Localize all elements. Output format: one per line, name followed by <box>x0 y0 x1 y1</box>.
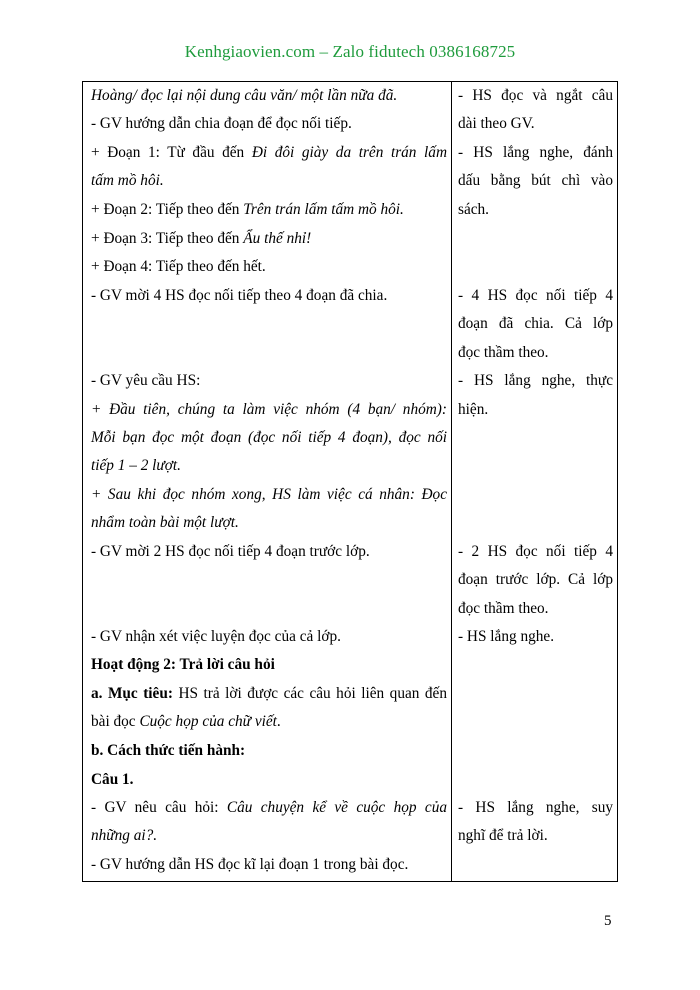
student-line-2: dài theo GV. <box>458 115 535 132</box>
teacher-line-7: + Đoạn 4: Tiếp theo đến hết. <box>91 258 266 275</box>
reading-period: . <box>276 713 281 730</box>
header-contact: Zalo fidutech 0386168725 <box>332 42 516 61</box>
student-line-14: - HS lắng nghe. <box>458 628 555 645</box>
reading-title: Cuộc họp của chữ viết <box>139 713 277 730</box>
teacher-line-8: - GV mời 4 HS đọc nối tiếp theo 4 đoạn đã chia. <box>91 287 388 304</box>
segment-1-range: Đi đôi giày da trên trán lấm <box>251 144 447 161</box>
segment-2-label: + Đoạn 2: Tiếp theo đến <box>91 201 244 218</box>
teacher-line-2: - GV hướng dẫn chia đoạn để đọc nối tiếp. <box>91 115 352 132</box>
student-line-8: đọc thầm theo. <box>458 344 549 361</box>
teacher-line-6 <box>91 229 447 249</box>
teacher-line-9: - GV yêu cầu HS: <box>91 372 201 389</box>
student-line-13: đọc thầm theo. <box>458 600 549 617</box>
teacher-line-18 <box>91 684 447 704</box>
header-separator: – <box>315 42 333 61</box>
teacher-line-12: tiếp 1 – 2 lượt. <box>91 457 182 474</box>
student-line-15: - HS lắng nghe, suy <box>458 799 613 816</box>
question-prefix: - GV nêu câu hỏi: <box>91 799 227 816</box>
teacher-line-24: - GV hướng dẫn HS đọc kĩ lại đoạn 1 trong bài đọc. <box>91 856 409 873</box>
segment-3-range: Ẩu thế nhỉ! <box>243 230 312 247</box>
teacher-line-3 <box>91 143 447 163</box>
student-line-12: đoạn trước lớp. Cả lớp <box>458 571 613 588</box>
procedure-heading: b. Cách thức tiến hành: <box>91 742 246 759</box>
question-1-heading: Câu 1. <box>91 771 134 788</box>
segment-2-range: Trên trán lấm tấm mồ hôi. <box>243 201 404 218</box>
student-line-16: nghĩ để trả lời. <box>458 827 548 844</box>
student-line-6: - 4 HS đọc nối tiếp 4 <box>458 287 613 304</box>
page-header <box>0 42 700 62</box>
student-line-5: sách. <box>458 201 490 218</box>
student-line-11: - 2 HS đọc nối tiếp 4 <box>458 543 613 560</box>
teacher-line-5 <box>91 200 447 220</box>
teacher-line-23: những ai?. <box>91 827 158 844</box>
reading-prefix: bài đọc <box>91 713 140 730</box>
teacher-line-19 <box>91 712 447 732</box>
column-divider <box>451 82 452 881</box>
lesson-table <box>82 81 618 882</box>
segment-3-label: + Đoạn 3: Tiếp theo đến <box>91 230 244 247</box>
teacher-line-4: tấm mồ hôi. <box>91 172 164 189</box>
student-line-9: - HS lắng nghe, thực <box>458 372 613 389</box>
header-site: Kenhgiaovien.com <box>184 42 316 61</box>
teacher-line-16: - GV nhận xét việc luyện đọc của cả lớp. <box>91 628 341 645</box>
objective-text: HS trả lời được các câu hỏi liên quan đến <box>178 685 448 702</box>
activity-2-heading: Hoạt động 2: Trả lời câu hỏi <box>91 656 275 673</box>
student-line-4: dấu bằng bút chì vào <box>458 172 613 189</box>
objective-label: a. Mục tiêu: <box>91 685 179 702</box>
segment-1-label: + Đoạn 1: Từ đầu đến <box>91 144 252 161</box>
student-line-7: đoạn đã chia. Cả lớp <box>458 315 613 332</box>
teacher-line-13: + Sau khi đọc nhóm xong, HS làm việc cá nhân: Đọc <box>91 486 447 503</box>
question-text: Câu chuyện kể về cuộc họp của <box>226 799 447 816</box>
page-number: 5 <box>604 913 612 929</box>
teacher-line-22 <box>91 798 447 818</box>
student-line-10: hiện. <box>458 401 489 418</box>
student-line-1: - HS đọc và ngắt câu <box>458 87 613 104</box>
teacher-line-15: - GV mời 2 HS đọc nối tiếp 4 đoạn trước lớp. <box>91 543 370 560</box>
teacher-line-10: + Đầu tiên, chúng ta làm việc nhóm (4 bạn/ nhóm): <box>91 401 447 418</box>
teacher-line-11: Mỗi bạn đọc một đoạn (đọc nối tiếp 4 đoạn), đọc nối <box>91 429 447 446</box>
student-line-3: - HS lắng nghe, đánh <box>458 144 613 161</box>
teacher-line-14: nhẩm toàn bài một lượt. <box>91 514 239 531</box>
teacher-line-1: Hoàng/ đọc lại nội dung câu văn/ một lần nữa đã. <box>91 87 398 104</box>
